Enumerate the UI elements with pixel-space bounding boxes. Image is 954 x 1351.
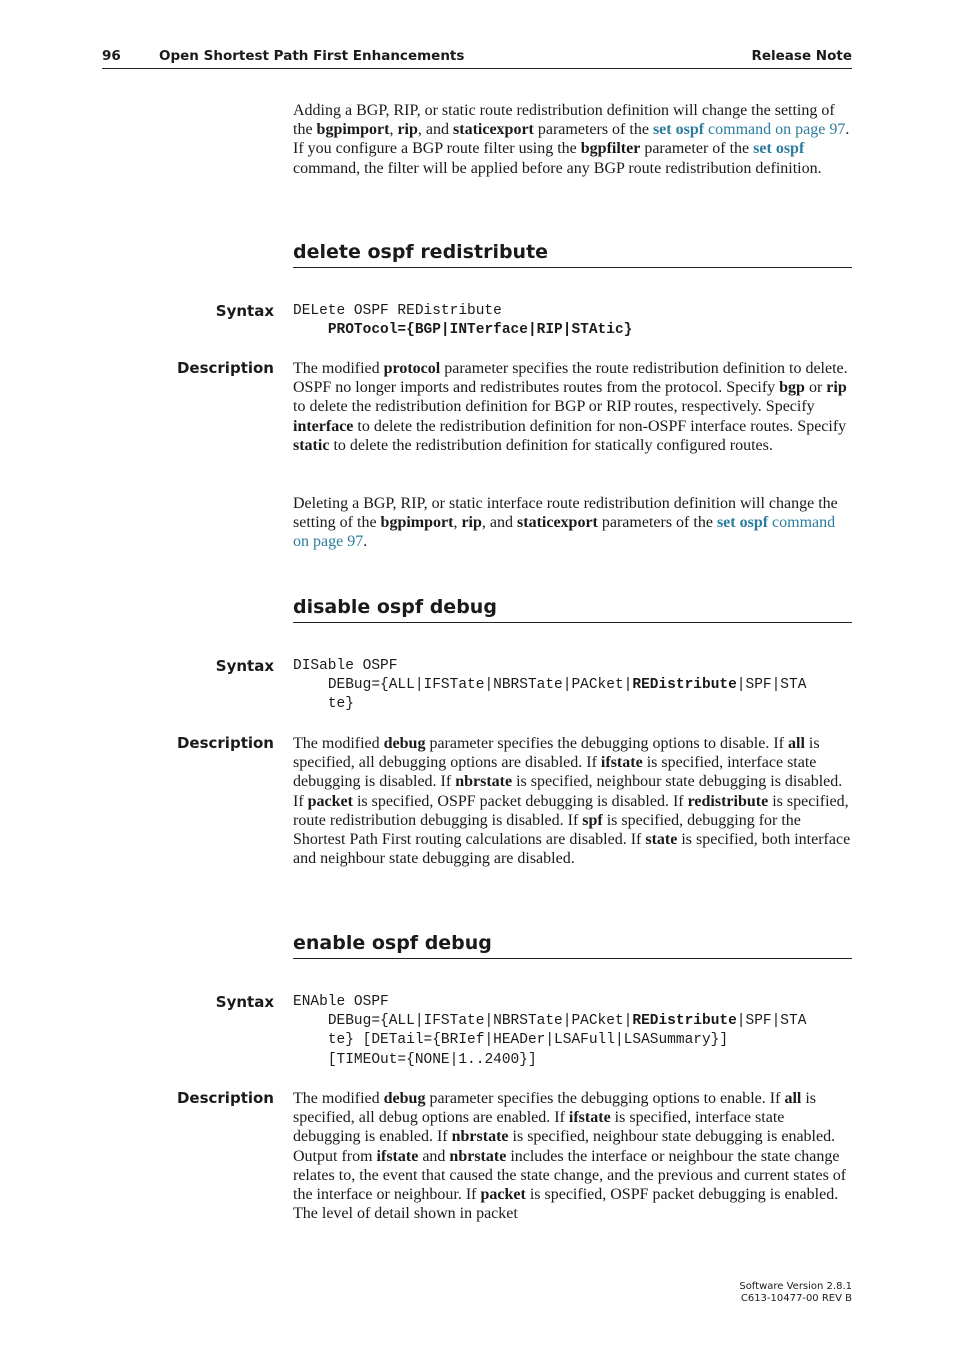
syntax-label: Syntax <box>215 657 274 675</box>
set-ospf-link-3[interactable]: set ospf command on page 97 <box>293 514 836 551</box>
chapter-title: Open Shortest Path First Enhancements <box>159 48 465 64</box>
page-footer <box>739 1281 852 1305</box>
description-label: Description <box>176 734 274 752</box>
document-code: C613-10477-00 REV B <box>740 1293 852 1304</box>
description-paragraph: The modified protocol parameter specifies the route redistribution definition to delete. OSPF no longer imports and redistributes routes from the protocol. Specify bgp or rip to delete the redistribution definition for BGP or RIP routes, respectively. Specify interface to delete the redistribution definition for non-OSPF interface routes. Specify static to delete the redistribution definition for statically configured routes. <box>293 360 848 454</box>
section-heading-enable-ospf-debug: enable ospf debug <box>293 931 852 959</box>
document-type: Release Note <box>751 48 852 64</box>
description-label: Description <box>176 1089 274 1107</box>
syntax-label: Syntax <box>215 993 274 1011</box>
set-ospf-link[interactable]: set ospf command on page 97 <box>652 121 846 139</box>
syntax-block: ENAble OSPF DEBug={ALL|IFSTate|NBRSTate|PACket|REDistribute|SPF|STA te} [DETail={BRIef|HEADer|LSAFull|LSASummary}] [TIMEOut={NONE|1..2400}] <box>293 994 807 1068</box>
set-ospf-link-2[interactable]: set ospf <box>753 140 805 158</box>
section-heading-delete-ospf-redistribute: delete ospf redistribute <box>293 240 852 268</box>
description-paragraph: The modified debug parameter specifies the debugging options to disable. If all is specified, all debugging options are disabled. If ifstate is specified, interface state debugging is disabled. If nbrstate is specified, neighbour state debugging is disabled. If packet is specified, OSPF packet debugging is disabled. If redistribute is specified, route redistribution debugging is disabled. If spf is specified, debugging for the Shortest Path First routing calculations are disabled. If state is specified, both interface and neighbour state debugging are disabled. <box>293 735 851 868</box>
page-number: 96 <box>102 48 121 64</box>
page-header <box>102 48 852 69</box>
description-label: Description <box>176 359 274 377</box>
section-heading-disable-ospf-debug: disable ospf debug <box>293 595 852 623</box>
intro-paragraph: Adding a BGP, RIP, or static route redistribution definition will change the setting of the bgpimport, rip, and staticexport parameters of the set ospf command on page 97. If you configure a BGP route filter using the bgpfilter parameter of the set ospf command, the filter will be applied before any BGP route redistribution definition. <box>293 102 850 177</box>
syntax-label: Syntax <box>215 302 274 320</box>
syntax-block: DELete OSPF REDistribute PROTocol={BGP|INTerface|RIP|STAtic} <box>293 303 633 339</box>
description-paragraph: The modified debug parameter specifies the debugging options to enable. If all is specified, all debug options are enabled. If ifstate is specified, interface state debugging is enabled. If nbrstate is specified, neighbour state debugging is enabled. Output from ifstate and nbrstate includes the interface or neighbour the state change relates to, the event that caused the state change, and the previous and current states of the interface or neighbour. If packet is specified, OSPF packet debugging is enabled. The level of detail shown in packet <box>293 1090 847 1223</box>
description-paragraph-2: Deleting a BGP, RIP, or static interface route redistribution definition will change the setting of the bgpimport, rip, and staticexport parameters of the set ospf command on page 97. <box>293 495 838 551</box>
software-version: Software Version 2.8.1 <box>739 1281 852 1292</box>
syntax-block: DISable OSPF DEBug={ALL|IFSTate|NBRSTate|PACket|REDistribute|SPF|STA te} <box>293 658 807 713</box>
